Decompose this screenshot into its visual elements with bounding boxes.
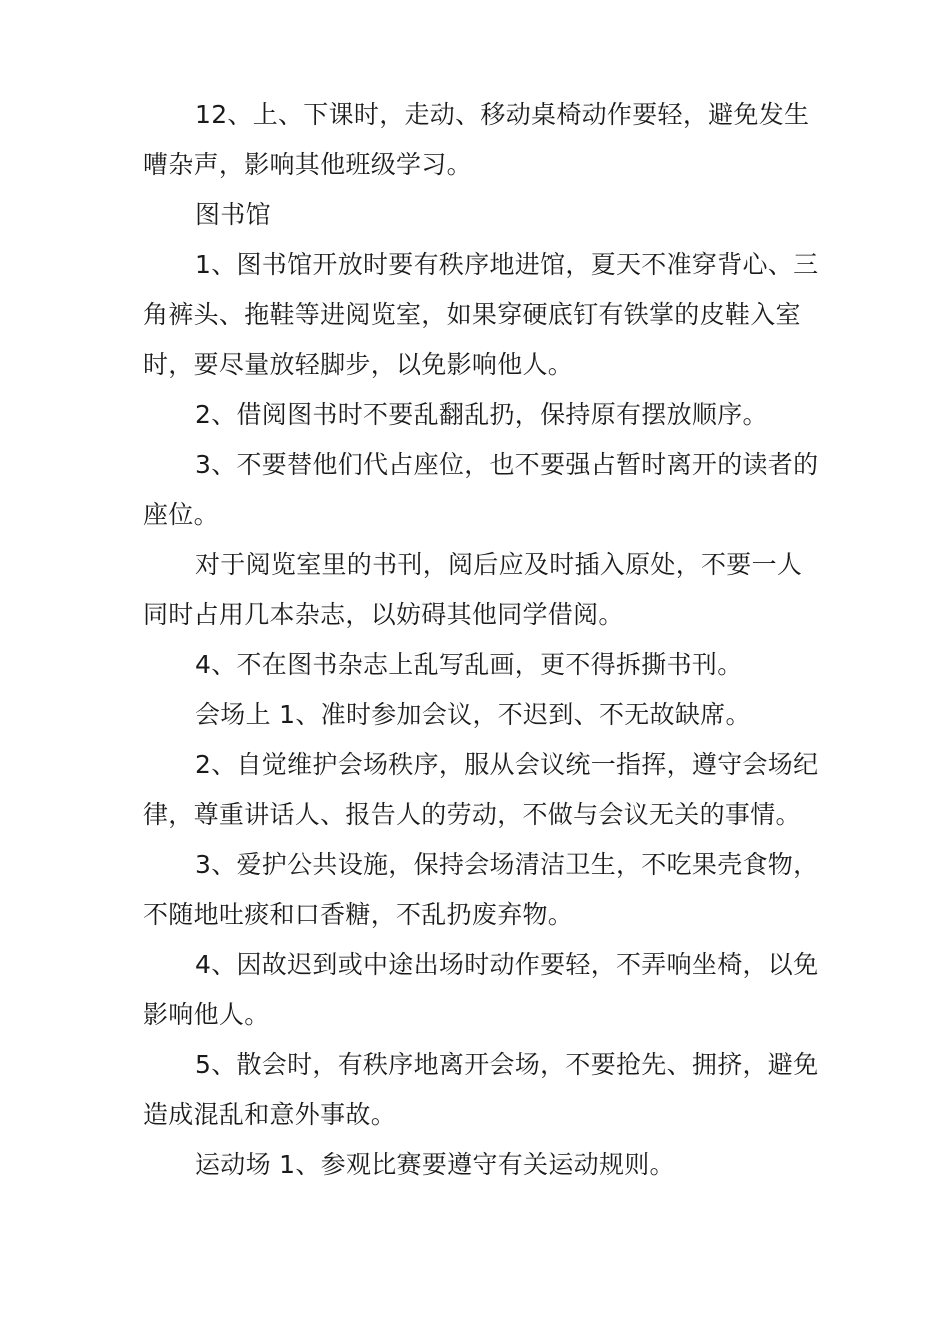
paragraph-library-periodicals: 对于阅览室里的书刊，阅后应及时插入原处，不要一人同时占用几本杂志，以妨碍其他同学借阅。: [143, 550, 803, 629]
paragraph-classroom-12: 12、上、下课时，走动、移动桌椅动作要轻，避免发生嘈杂声，影响其他班级学习。: [143, 100, 810, 179]
paragraph-sports-1: 运动场 1、参观比赛要遵守有关运动规则。: [195, 1150, 675, 1179]
paragraph-meeting-1: 会场上 1、准时参加会议，不迟到、不无故缺席。: [195, 700, 751, 729]
paragraph-meeting-5: 5、散会时，有秩序地离开会场，不要抢先、拥挤，避免造成混乱和意外事故。: [143, 1050, 819, 1129]
paragraph-meeting-3: 3、爱护公共设施，保持会场清洁卫生，不吃果壳食物，不随地吐痰和口香糖，不乱扔废弃物。: [143, 850, 819, 929]
paragraph-meeting-4: 4、因故迟到或中途出场时动作要轻，不弄响坐椅，以免影响他人。: [143, 950, 819, 1029]
paragraph-library-2: 2、借阅图书时不要乱翻乱扔，保持原有摆放顺序。: [195, 400, 768, 429]
section-heading-library: 图书馆: [195, 200, 271, 229]
document-body: [143, 90, 823, 1190]
paragraph-library-1: 1、图书馆开放时要有秩序地进馆，夏天不准穿背心、三角裤头、拖鞋等进阅览室，如果穿硬底钉有铁掌的皮鞋入室时，要尽量放轻脚步，以免影响他人。: [143, 250, 819, 379]
paragraph-library-3: 3、不要替他们代占座位，也不要强占暂时离开的读者的座位。: [143, 450, 819, 529]
paragraph-meeting-2: 2、自觉维护会场秩序，服从会议统一指挥，遵守会场纪律，尊重讲话人、报告人的劳动，不做与会议无关的事情。: [143, 750, 819, 829]
paragraph-library-4: 4、不在图书杂志上乱写乱画，更不得拆撕书刊。: [195, 650, 743, 679]
